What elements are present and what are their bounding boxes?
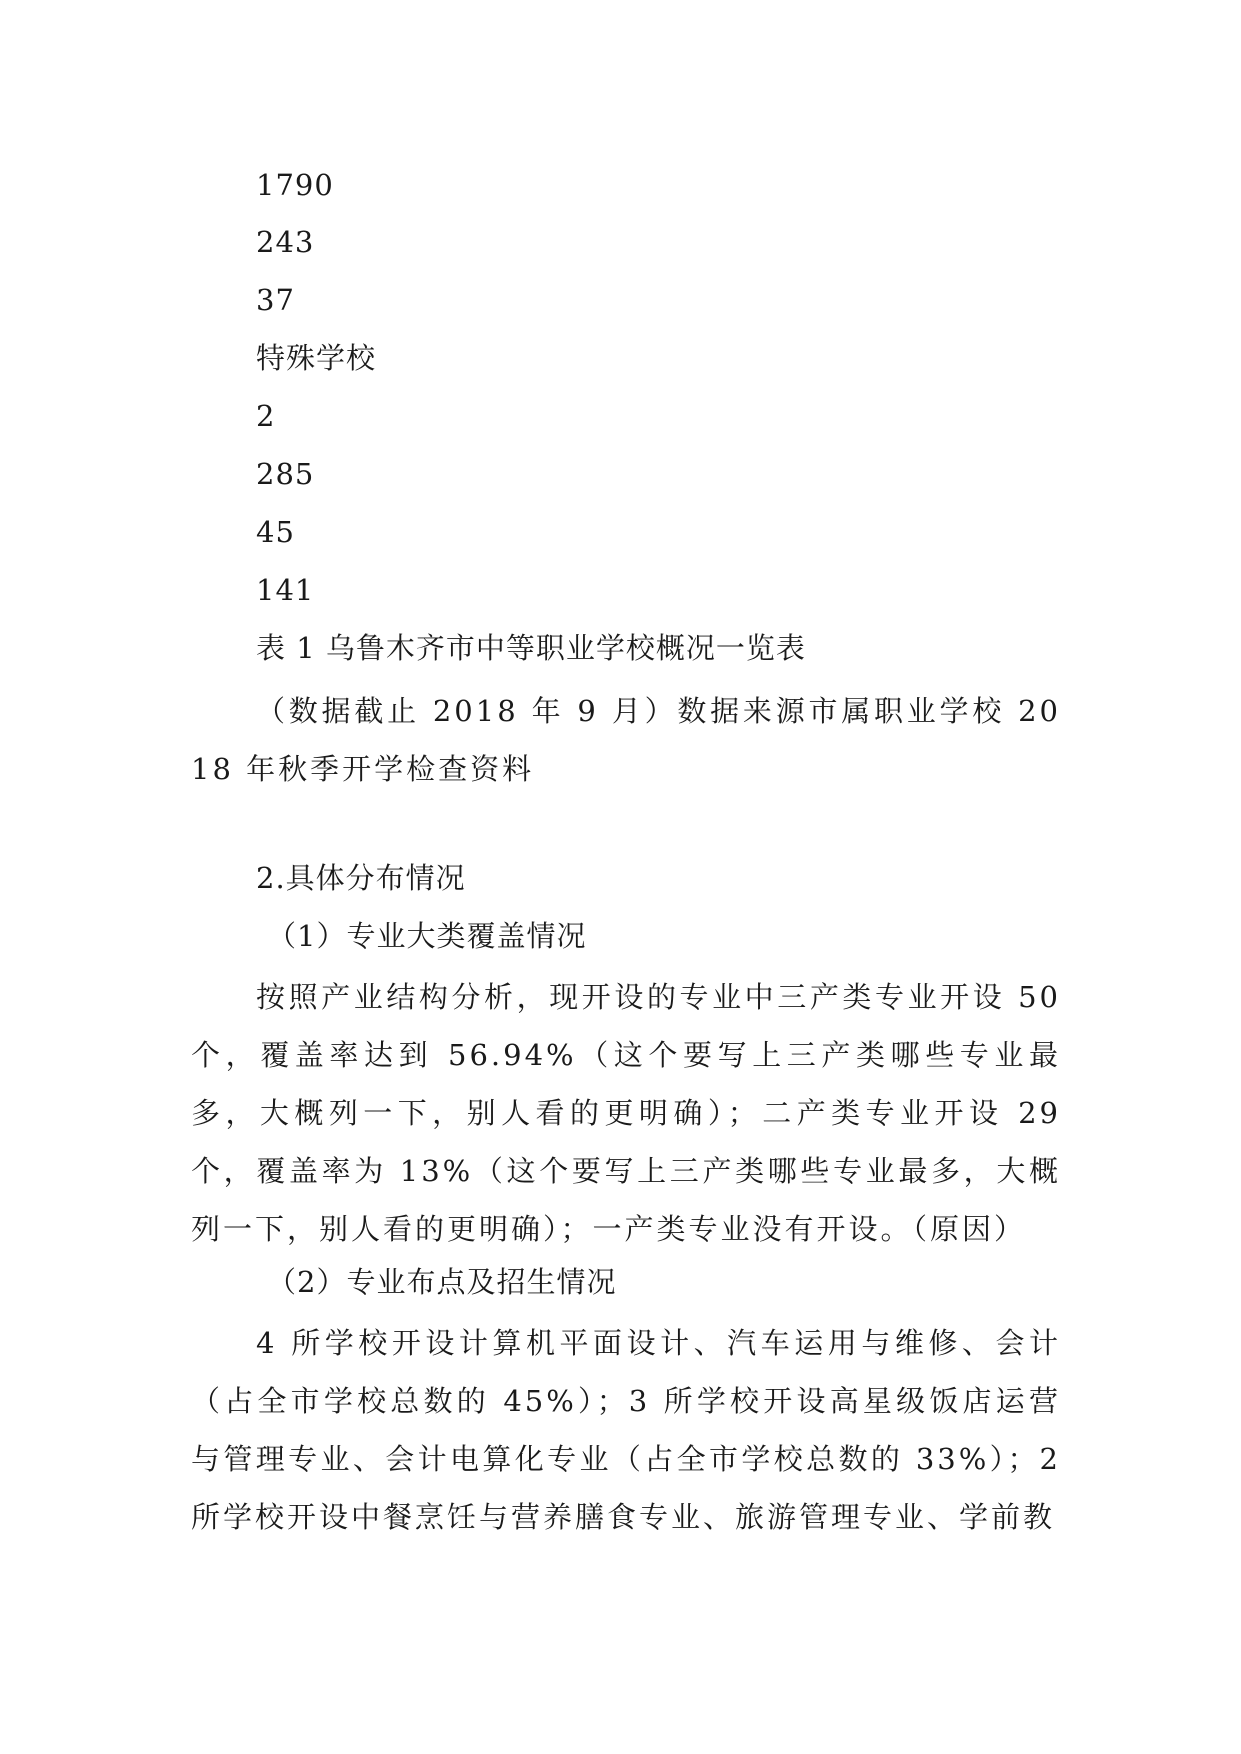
subsection-heading: （2）专业布点及招生情况 [267,1265,617,1299]
table-source-note: （数据截止 2018 年 9 月）数据来源市属职业学校 2018 年秋季开学检查资料 [191,694,1061,786]
body-paragraph: 按照产业结构分析，现开设的专业中三产类专业开设 50 个，覆盖率达到 56.94%（这个要写上三产类哪些专业最多，大概列一下，别人看的更明确）；二产类专业开设 29 个，覆盖率为 13%（这个要写上三产类哪些专业最多，大概列一下，别人看的更明确）；一产类专业没有开设。（原因） [191,980,1061,1246]
table-cell-label: 特殊学校 [256,341,377,375]
table-cell-value: 45 [256,515,295,549]
section-heading: 2.具体分布情况 [256,861,466,895]
table-cell-value: 141 [256,573,315,607]
table-caption: 表 1 乌鲁木齐市中等职业学校概况一览表 [256,631,806,665]
table-cell-value: 2 [256,399,276,433]
table-cell-value: 285 [256,457,315,491]
subsection-heading: （1）专业大类覆盖情况 [267,919,587,953]
table-cell-value: 243 [256,225,315,259]
table-cell-value: 37 [256,283,295,317]
body-paragraph: 4 所学校开设计算机平面设计、汽车运用与维修、会计（占全市学校总数的 45%）；3 所学校开设高星级饭店运营与管理专业、会计电算化专业（占全市学校总数的 33%）；2 所学校开设中餐烹饪与营养膳食专业、旅游管理专业、学前教 [191,1326,1061,1534]
table-cell-value: 1790 [256,168,334,202]
